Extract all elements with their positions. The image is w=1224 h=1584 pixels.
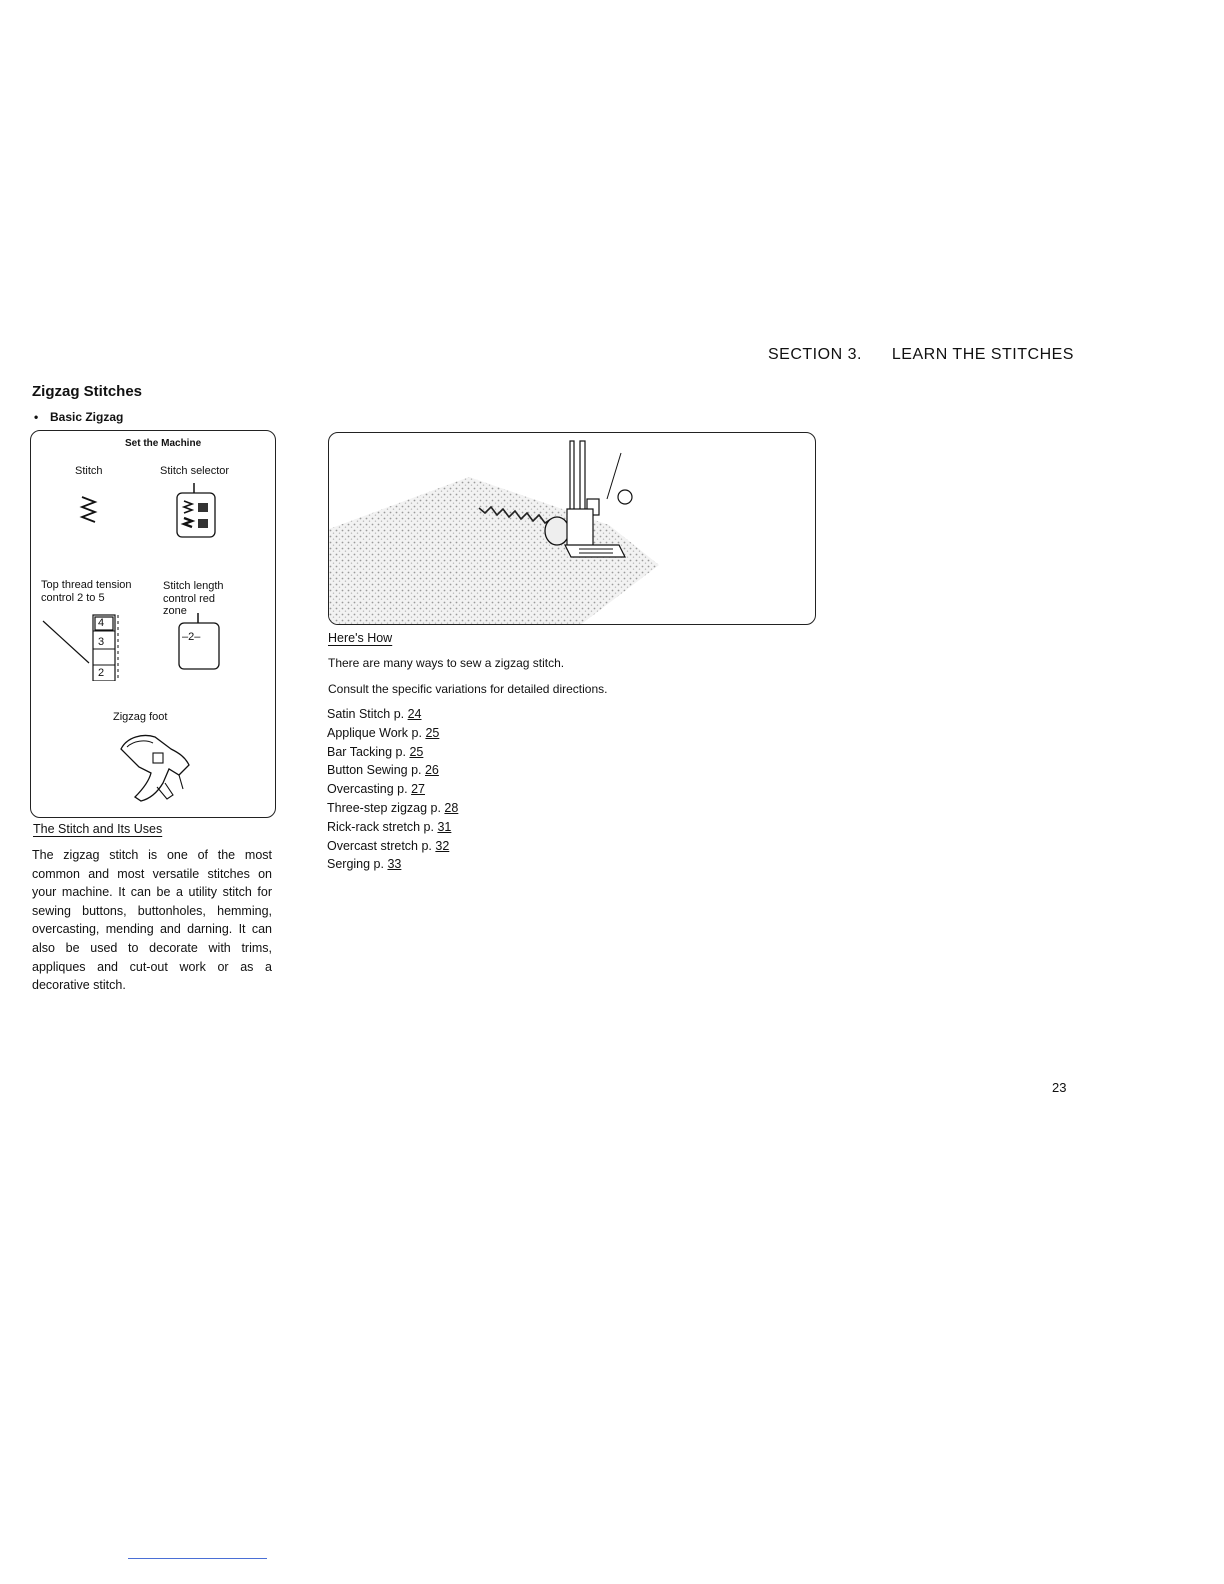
reference-item[interactable]: Applique Work p. 25: [327, 725, 440, 740]
fabric-under-presser-foot-image: [329, 433, 816, 625]
page-ref: 26: [424, 763, 439, 778]
length-label-line: zone: [163, 605, 187, 617]
footer-rule: [128, 1558, 267, 1559]
zigzag-stitch-icon: [79, 495, 99, 523]
page-ref: 25: [409, 744, 424, 759]
subtitle: [34, 410, 123, 424]
page-ref: 27: [411, 782, 425, 797]
reference-item[interactable]: Satin Stitch p. 24: [327, 707, 422, 721]
reference-item[interactable]: Overcasting p. 27: [327, 782, 425, 797]
reference-item[interactable]: Bar Tacking p. 25: [327, 744, 424, 759]
tension-label: [41, 579, 132, 604]
foot-label: Zigzag foot: [113, 711, 168, 723]
page-ref: 28: [444, 800, 459, 815]
page-ref: 32: [435, 838, 450, 853]
reference-item[interactable]: Serging p. 33: [327, 857, 402, 872]
zigzag-foot-icon: [113, 727, 203, 807]
stitch-label: Stitch: [75, 465, 103, 477]
uses-heading: The Stitch and Its Uses: [33, 822, 163, 836]
how-paragraph: Consult the specific variations for detailed directions.: [328, 682, 608, 696]
sewing-illustration: [328, 432, 816, 625]
variation-references: [327, 705, 458, 874]
uses-body: The zigzag stitch is one of the most common and most versatile stitches on your machine. It can be a utility stitch for sewing buttons, buttonholes, hemming, overcasting, mending and darning. It can also be used to decorate with trims, appliques and cut-out work or as a decorative stitch.: [32, 848, 272, 993]
reference-item[interactable]: Rick-rack stretch p. 31: [327, 819, 452, 834]
length-label: [163, 580, 224, 618]
tension-label-line: Top thread tension: [41, 579, 132, 591]
page-number: 23: [1052, 1080, 1067, 1095]
section-number: SECTION 3.: [768, 346, 862, 363]
section-title: LEARN THE STITCHES: [891, 346, 1074, 363]
selector-label: Stitch selector: [160, 465, 230, 477]
page-ref: 24: [407, 707, 422, 721]
length-label-line: Stitch length: [163, 580, 224, 592]
how-paragraph: There are many ways to sew a zigzag stitch.: [328, 656, 565, 670]
bullet: •: [34, 410, 39, 424]
tension-label-line: control 2 to 5: [41, 591, 105, 604]
page-ref: 31: [437, 819, 452, 834]
page-ref: 33: [387, 857, 402, 872]
tension-value: 2: [98, 667, 105, 679]
tension-value: 3: [98, 636, 105, 648]
how-heading: Here's How: [328, 631, 393, 645]
stitch-selector-icon: [174, 483, 218, 539]
length-label-line: control red: [163, 592, 215, 605]
tension-value: 4: [98, 617, 105, 629]
set-machine-panel: [30, 430, 276, 818]
tension-dial-icon: [41, 607, 123, 681]
panel-heading: Set the Machine: [125, 438, 202, 449]
subtitle-text: Basic Zigzag: [50, 410, 124, 424]
section-header: [768, 346, 1074, 364]
reference-item[interactable]: Button Sewing p. 26: [327, 763, 439, 778]
stitch-length-value: –2–: [182, 631, 201, 643]
reference-item[interactable]: Three-step zigzag p. 28: [327, 800, 459, 815]
reference-item[interactable]: Overcast stretch p. 32: [327, 838, 450, 853]
page-title: Zigzag Stitches: [32, 383, 143, 400]
page-ref: 25: [425, 725, 440, 740]
